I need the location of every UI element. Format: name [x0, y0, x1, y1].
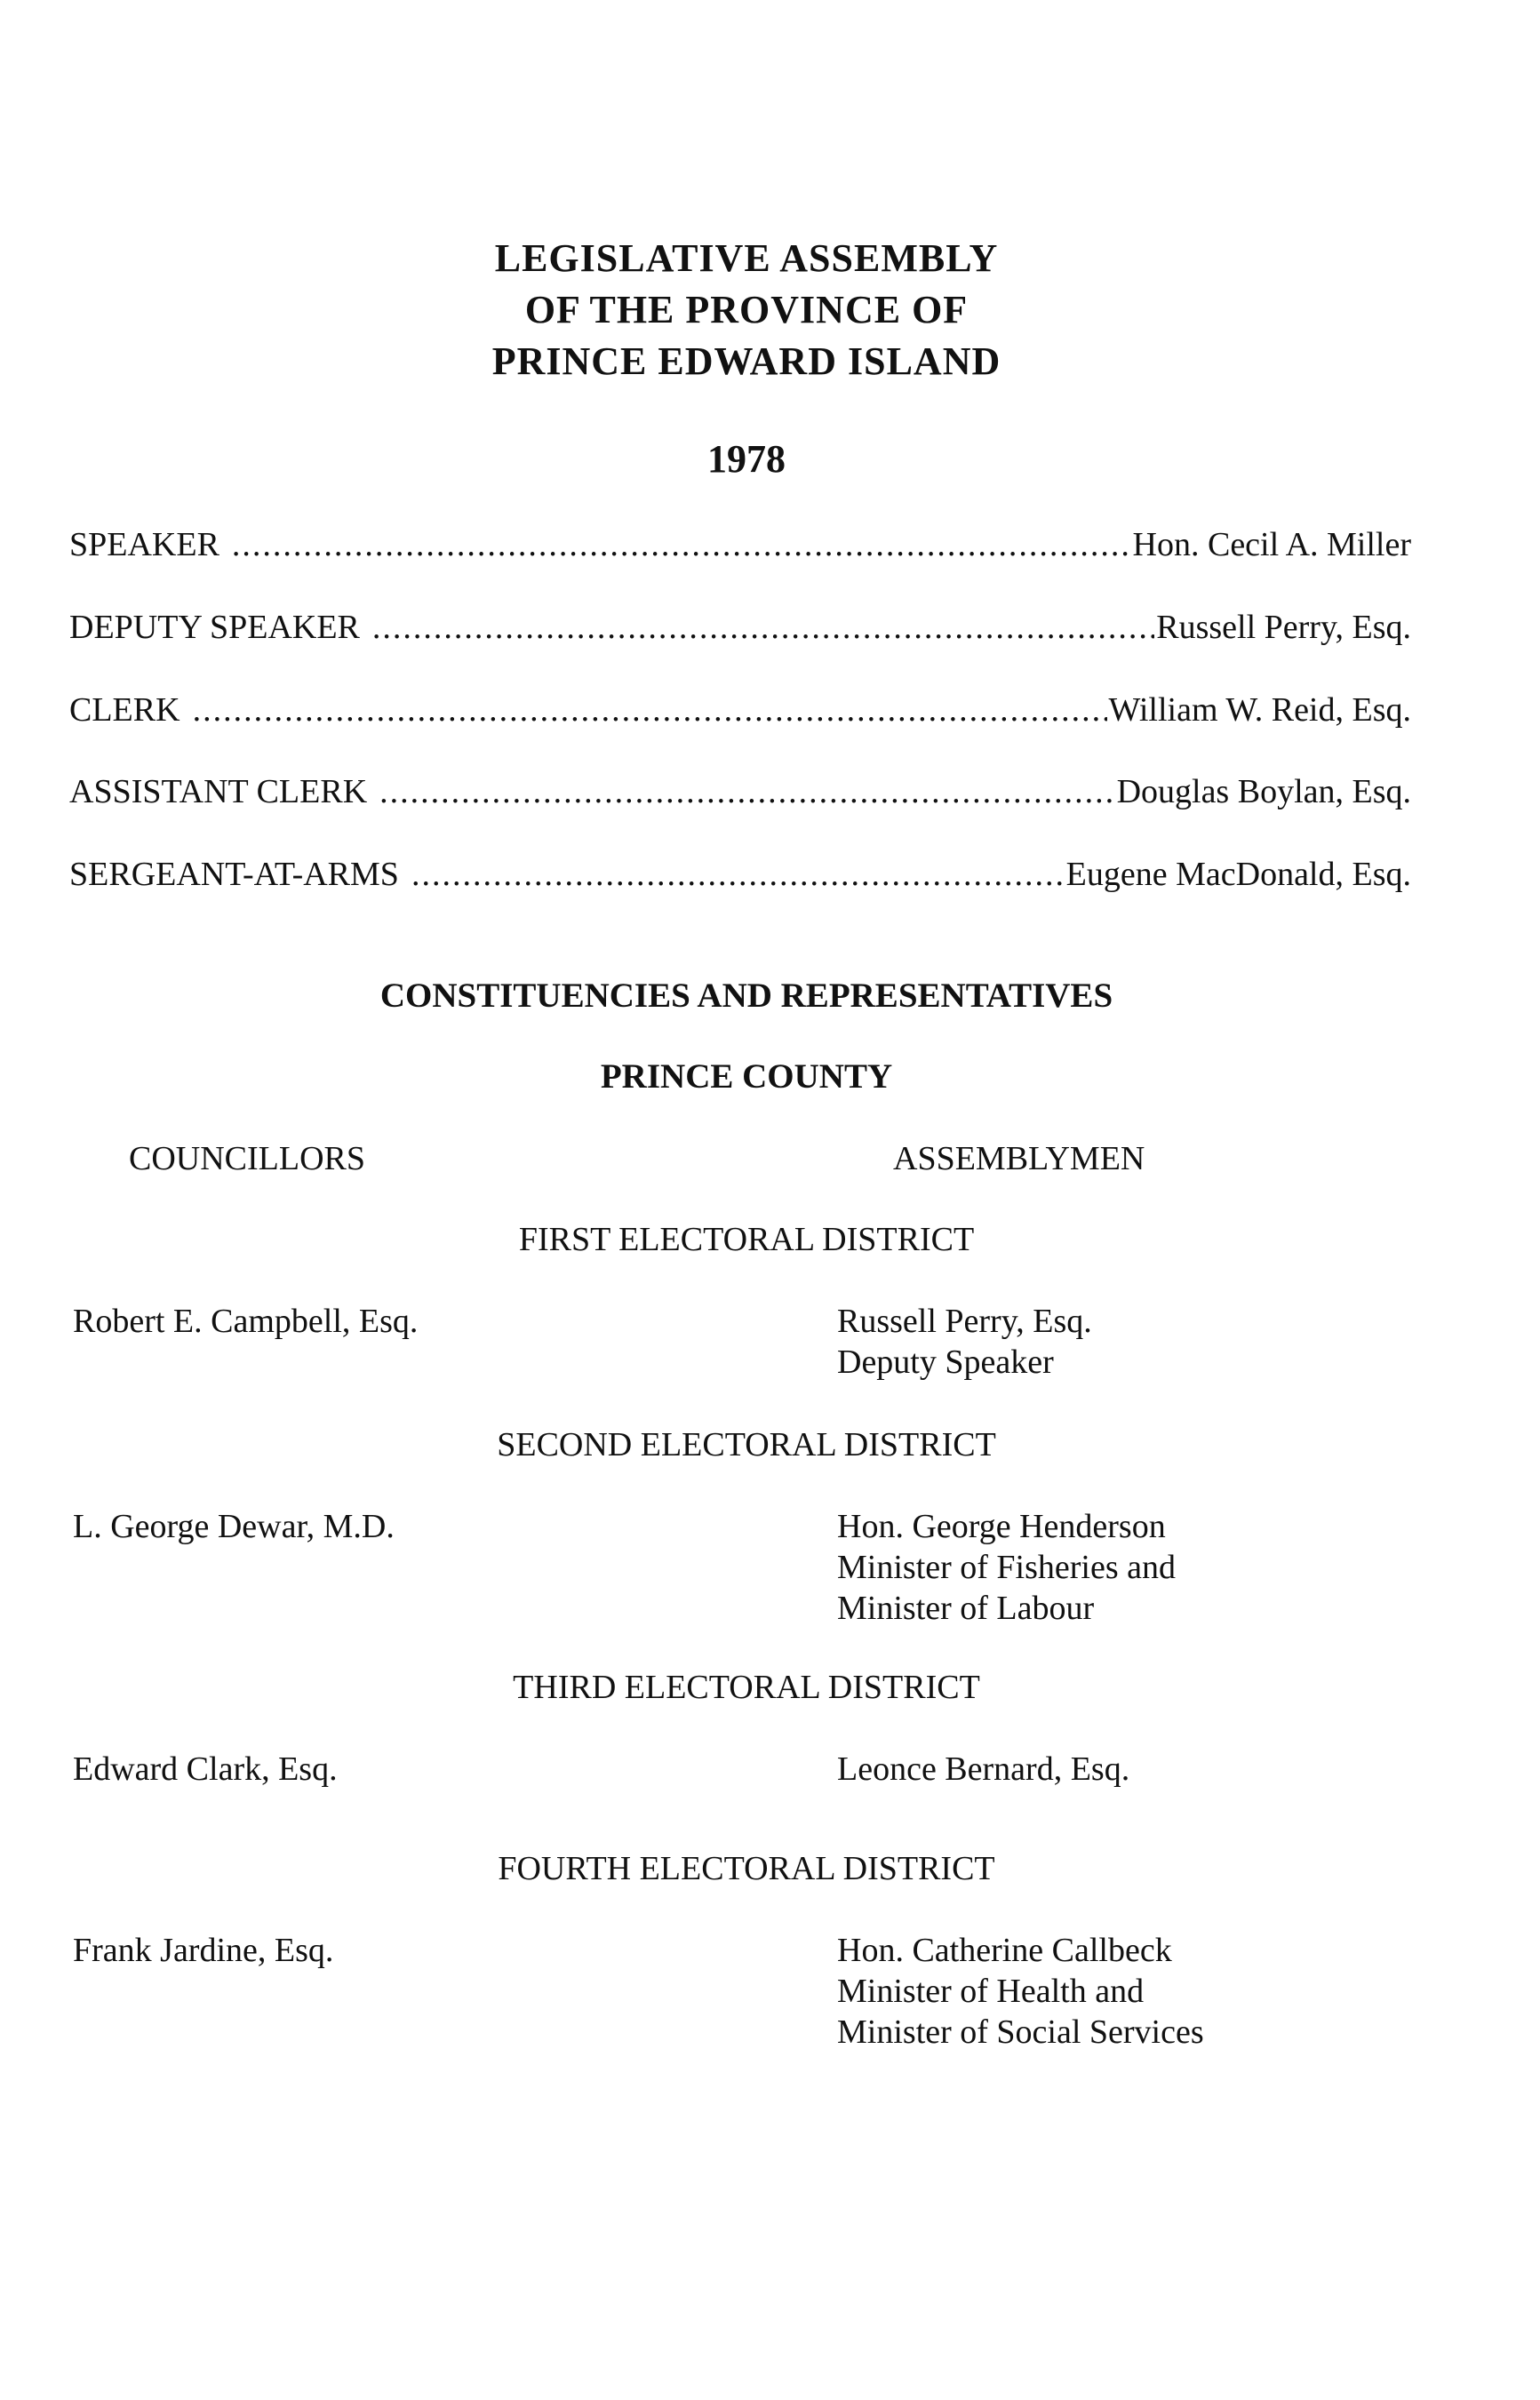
councillor-name: L. George Dewar, M.D.	[73, 1508, 395, 1545]
officer-holder: Russell Perry, Esq.	[1156, 609, 1411, 646]
district-heading-fourth: FOURTH ELECTORAL DISTRICT	[498, 1850, 995, 1887]
officer-holder: Eugene MacDonald, Esq.	[1065, 856, 1411, 893]
year-heading: 1978	[707, 437, 786, 481]
officer-holder: Douglas Boylan, Esq.	[1116, 773, 1411, 810]
councillor-name: Edward Clark, Esq.	[73, 1750, 338, 1788]
officer-role: DEPUTY SPEAKER	[69, 609, 360, 646]
dot-leader	[372, 605, 1154, 650]
district-heading-second: SECOND ELECTORAL DISTRICT	[497, 1426, 996, 1463]
title-line-2: OF THE PROVINCE OF	[524, 288, 969, 331]
officer-role: SERGEANT-AT-ARMS	[69, 856, 399, 893]
officer-row-assistant-clerk	[69, 769, 1411, 814]
district-heading-first: FIRST ELECTORAL DISTRICT	[518, 1221, 975, 1258]
dot-leader	[379, 769, 1114, 814]
assemblyman-line: Minister of Labour	[837, 1590, 1095, 1627]
assemblyman-line: Leonce Bernard, Esq.	[837, 1750, 1130, 1788]
councillors-column-heading: COUNCILLORS	[129, 1140, 366, 1177]
assemblyman-entry	[837, 1930, 1204, 2053]
assemblyman-line: Deputy Speaker	[837, 1344, 1054, 1381]
assemblymen-column-heading: ASSEMBLYMEN	[893, 1140, 1145, 1177]
constituencies-heading: CONSTITUENCIES AND REPRESENTATIVES	[379, 977, 1113, 1015]
district-heading-third: THIRD ELECTORAL DISTRICT	[513, 1669, 980, 1706]
dot-leader	[193, 688, 1107, 732]
officer-role: CLERK	[69, 691, 180, 729]
officer-role: SPEAKER	[69, 526, 219, 563]
title-line-3: PRINCE EDWARD ISLAND	[491, 339, 1001, 383]
councillor-name: Robert E. Campbell, Esq.	[73, 1303, 419, 1340]
officer-role: ASSISTANT CLERK	[69, 773, 368, 810]
officer-holder: William W. Reid, Esq.	[1108, 691, 1411, 729]
assemblyman-line: Russell Perry, Esq.	[837, 1303, 1092, 1340]
assemblyman-line: Hon. Catherine Callbeck	[837, 1932, 1172, 1969]
councillor-name: Frank Jardine, Esq.	[73, 1932, 334, 1969]
assemblyman-line: Minister of Social Services	[837, 2013, 1204, 2051]
assemblyman-line: Minister of Health and	[837, 1973, 1145, 2010]
officer-holder: Hon. Cecil A. Miller	[1132, 526, 1411, 563]
assemblyman-line: Hon. George Henderson	[837, 1508, 1166, 1545]
title-line-1: LEGISLATIVE ASSEMBLY	[494, 236, 999, 280]
assemblyman-entry	[837, 1506, 1176, 1629]
assemblyman-entry	[837, 1301, 1092, 1383]
assemblyman-entry	[837, 1749, 1129, 1790]
dot-leader	[411, 852, 1065, 897]
dot-leader	[232, 522, 1131, 567]
county-heading: PRINCE COUNTY	[600, 1057, 893, 1096]
officer-row-speaker	[69, 522, 1411, 567]
officer-row-sergeant-at-arms	[69, 852, 1411, 897]
officer-row-clerk	[69, 688, 1411, 732]
assemblyman-line: Minister of Fisheries and	[837, 1549, 1177, 1586]
page-title	[0, 233, 1493, 387]
officer-row-deputy-speaker	[69, 605, 1411, 650]
